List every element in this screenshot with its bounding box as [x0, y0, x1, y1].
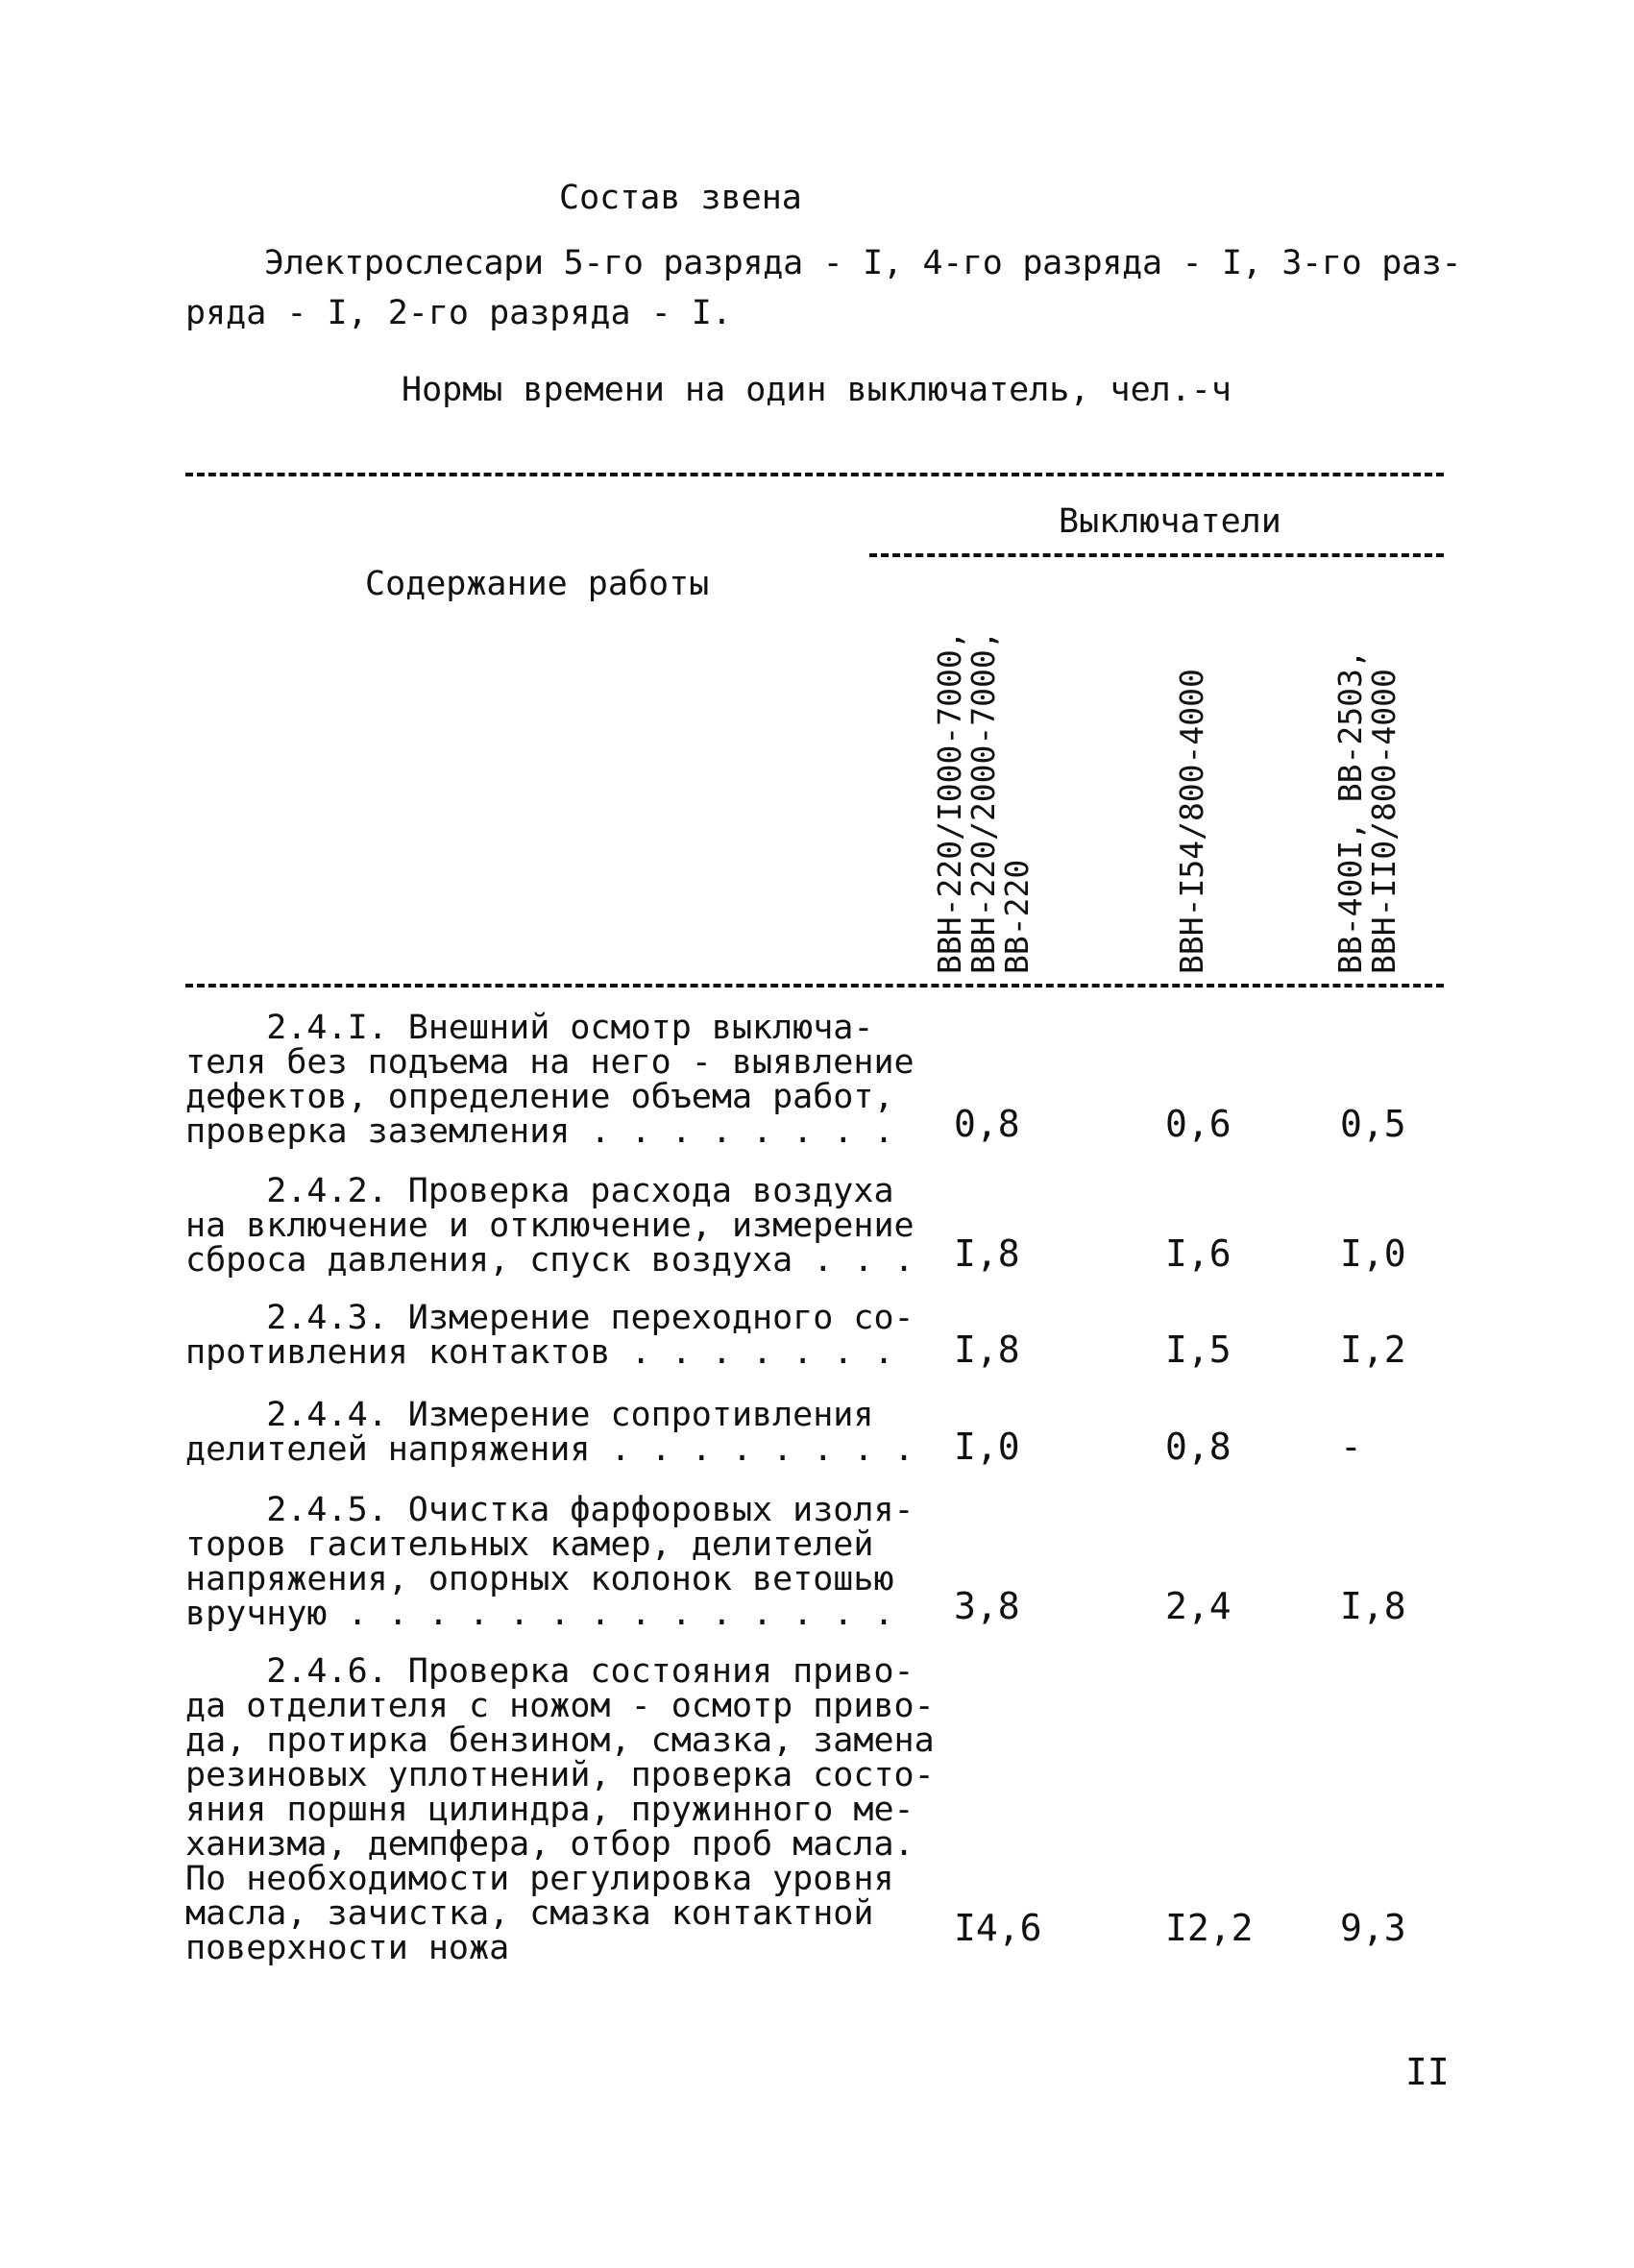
row-2-4-2-value-col3: I,0 — [1340, 1232, 1406, 1275]
row-2-4-4-value-col2: 0,8 — [1165, 1426, 1232, 1468]
row-2-4-2-value-col1: I,8 — [954, 1232, 1020, 1275]
crew-title: Состав звена — [559, 179, 802, 217]
group-header-rule — [869, 553, 1444, 557]
table-row-2-4-2: 2.4.2. Проверка расхода воздуха на включение и отключение, измерение сброса давления, спуск воздуха . . . — [185, 1172, 915, 1280]
column-header-3: ВВ-400I, ВВ-2503, ВВН-II0/800-4000 — [1331, 649, 1402, 974]
page-number: II — [1405, 2051, 1450, 2093]
table-row-2-4-6: 2.4.6. Проверка состояния приво- да отделителя с ножом - осмотр приво- да, протирка бензином, смазка, замена резиновых уплотнений, проверка состо- яния поршня цилиндра, пружинного ме- ханизма, демпфера, отбор проб масла. По необходимости регулировка уровня масла, зачистка, смазка контактной поверхности ножа — [185, 1652, 935, 1967]
table-row-2-4-4: 2.4.4. Измерение сопротивления делителей напряжения . . . . . . . . — [185, 1396, 915, 1469]
table-header-rule — [185, 984, 1444, 988]
switches-group-header: Выключатели — [1059, 502, 1281, 541]
row-2-4-4-value-col1: I,0 — [954, 1426, 1020, 1468]
table-top-rule — [185, 473, 1444, 476]
row-2-4-5-value-col2: 2,4 — [1165, 1585, 1232, 1627]
row-2-4-1-value-col1: 0,8 — [954, 1103, 1020, 1145]
table-row-2-4-1: 2.4.I. Внешний осмотр выключа- теля без подъема на него - выявление дефектов, определение объема работ, проверка заземления . . . . . . . . — [185, 1009, 915, 1151]
table-row-2-4-3: 2.4.3. Измерение переходного со- противления контактов . . . . . . . — [185, 1299, 915, 1372]
row-2-4-3-value-col3: I,2 — [1340, 1329, 1406, 1371]
row-2-4-1-value-col3: 0,5 — [1340, 1103, 1406, 1145]
row-2-4-6-value-col1: I4,6 — [954, 1907, 1042, 1949]
column-header-2: ВВН-I54/800-4000 — [1173, 669, 1210, 974]
row-2-4-4-value-col3: - — [1340, 1426, 1362, 1468]
work-content-header: Содержание работы — [365, 565, 710, 603]
norms-caption: Нормы времени на один выключатель, чел.-ч — [402, 371, 1232, 409]
row-2-4-2-value-col2: I,6 — [1165, 1232, 1232, 1275]
row-2-4-5-value-col3: I,8 — [1340, 1585, 1406, 1627]
row-2-4-3-value-col2: I,5 — [1165, 1329, 1232, 1371]
table-row-2-4-5: 2.4.5. Очистка фарфоровых изоля- торов гасительных камер, делителей напряжения, опорных колонок ветошью вручную . . . . . . . . . . . . . . — [185, 1491, 915, 1633]
row-2-4-5-value-col1: 3,8 — [954, 1585, 1020, 1627]
row-2-4-3-value-col1: I,8 — [954, 1329, 1020, 1371]
row-2-4-6-value-col2: I2,2 — [1165, 1907, 1254, 1949]
row-2-4-1-value-col2: 0,6 — [1165, 1103, 1232, 1145]
row-2-4-6-value-col3: 9,3 — [1340, 1907, 1406, 1949]
crew-line-2: ряда - I, 2-го разряда - I. — [185, 294, 732, 332]
column-header-1: ВВН-220/I000-7000, ВВН-220/2000-7000, ВВ-220 — [931, 630, 1036, 974]
crew-line-1: Электрослесари 5-го разряда - I, 4-го разряда - I, 3-го раз- — [264, 244, 1462, 282]
